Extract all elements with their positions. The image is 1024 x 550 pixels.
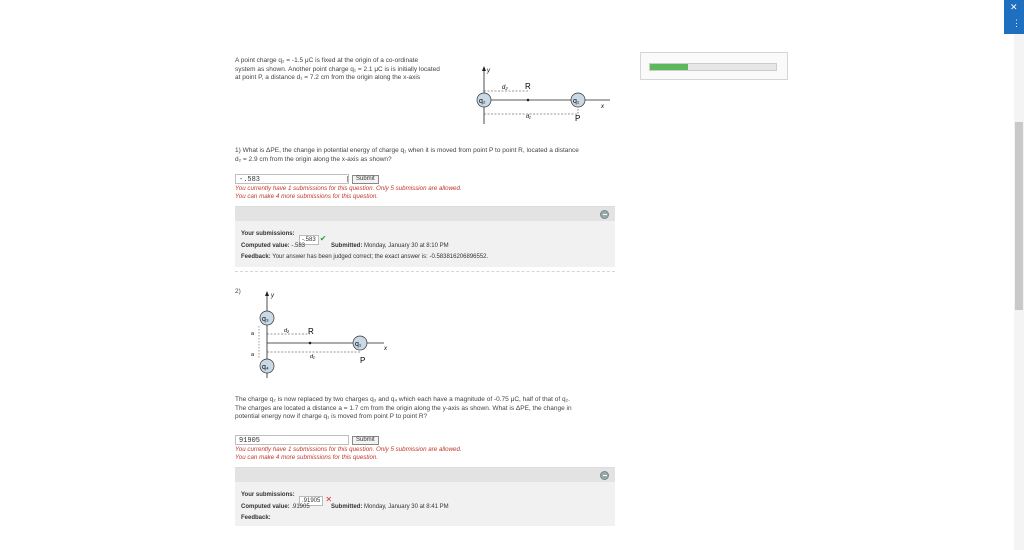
q3-label: q₃ <box>262 316 269 323</box>
q1-computed-row: Computed value: -.583 <box>241 243 306 249</box>
collapse-icon[interactable] <box>600 210 609 219</box>
resize-handle <box>347 176 348 182</box>
d1-label: d₁ <box>526 114 531 120</box>
P-label: P <box>360 356 366 365</box>
d2-label: d₂ <box>284 328 290 334</box>
more-icon[interactable]: ⋮ <box>1012 18 1021 28</box>
q1-notice-1: You currently have 1 submissions for this question. Only 5 submission are allowed. <box>235 185 462 192</box>
d1-label: d₁ <box>310 354 315 360</box>
q1-label: q₁ <box>573 98 580 105</box>
q2-notice-2: You can make 4 more submissions for this question. <box>235 454 379 461</box>
q2-notice-1: You currently have 1 submissions for this question. Only 5 submission are allowed. <box>235 446 462 453</box>
q2-text: The charge q₂ is now replaced by two charges q₃ and q₄ which each have a magnitude of -0.75 μC, half of that of q₂. The charges are located a distance a = 1.7 cm from the origin along the y-axis as shown. What is ΔPE, the change in potential energy now if charge q₁ is moved from point P to point R? <box>235 396 572 421</box>
progress-widget <box>640 52 788 80</box>
q1-submit-button[interactable]: Submit <box>352 175 379 184</box>
a-label-bottom: a <box>251 352 255 358</box>
scrollbar-thumb[interactable] <box>1015 122 1023 310</box>
q2-submissions-panel <box>235 467 615 526</box>
close-icon[interactable]: ✕ <box>1010 2 1018 12</box>
q1-submissions-panel <box>235 206 615 267</box>
q1-label: q₁ <box>355 341 362 348</box>
q1-subs-value: -.583 <box>299 235 319 245</box>
point-R-dot <box>527 99 530 102</box>
R-label: R <box>525 82 531 91</box>
q2-subs-value: .91905 <box>299 496 323 506</box>
x-label: x <box>601 104 604 110</box>
q1-intro: A point charge q₂ = -1.5 μC is fixed at the origin of a co-ordinate system as shown. Another point charge q₁ = 2.1 μC is is initially located at point P, a distance d₁ = 7.2 cm from the origin along the x-axis <box>235 57 440 82</box>
q1-answer-input[interactable]: -.583 <box>235 174 349 184</box>
q2-number: 2) <box>235 288 241 295</box>
y-label: y <box>487 68 490 74</box>
q2-answer-input[interactable]: 91905 <box>235 435 349 445</box>
q1-diagram <box>470 58 620 124</box>
q2-feedback-label: Feedback: <box>241 515 271 521</box>
P-label: P <box>575 114 581 123</box>
q2-submitted-row: Submitted: Monday, January 30 at 8:41 PM <box>331 504 449 510</box>
cross-icon: ✕ <box>325 495 333 504</box>
window-controls <box>1004 0 1024 34</box>
point-R-dot <box>309 342 312 345</box>
q1-submitted-row: Submitted: Monday, January 30 at 8:10 PM <box>331 243 449 249</box>
progress-track <box>649 63 777 71</box>
q4-label: q₄ <box>262 364 269 371</box>
y-label: y <box>271 293 274 299</box>
q1-panel-header <box>235 207 615 221</box>
progress-fill <box>650 64 688 70</box>
q2-label: q₂ <box>479 98 486 105</box>
q1-notice-2: You can make 4 more submissions for this question. <box>235 193 379 200</box>
q1-subs-label: Your submissions: <box>241 231 295 237</box>
y-arrow-icon <box>265 291 269 296</box>
q1-feedback-row: Feedback: Your answer has been judged correct; the exact answer is: -0.583816206896552. <box>241 254 489 260</box>
q2-submit-button[interactable]: Submit <box>352 436 379 445</box>
q2-subs-label: Your submissions: <box>241 492 295 498</box>
q2-diagram <box>244 286 394 378</box>
q1-question: 1) What is ΔPE, the change in potential energy of charge q₁ when it is moved from point P to point R, located a distance d₂ = 2.9 cm from the origin along the x-axis as shown? <box>235 147 579 163</box>
d2-label: d₂ <box>502 85 508 91</box>
y-arrow-icon <box>482 66 486 71</box>
x-label: x <box>384 346 387 352</box>
separator <box>235 271 615 272</box>
q2-computed-row: Computed value: .91905 <box>241 504 310 510</box>
R-label: R <box>308 327 314 336</box>
collapse-icon[interactable] <box>600 471 609 480</box>
check-icon: ✔ <box>319 234 327 243</box>
a-label-top: a <box>251 331 255 337</box>
q2-panel-header <box>235 468 615 482</box>
